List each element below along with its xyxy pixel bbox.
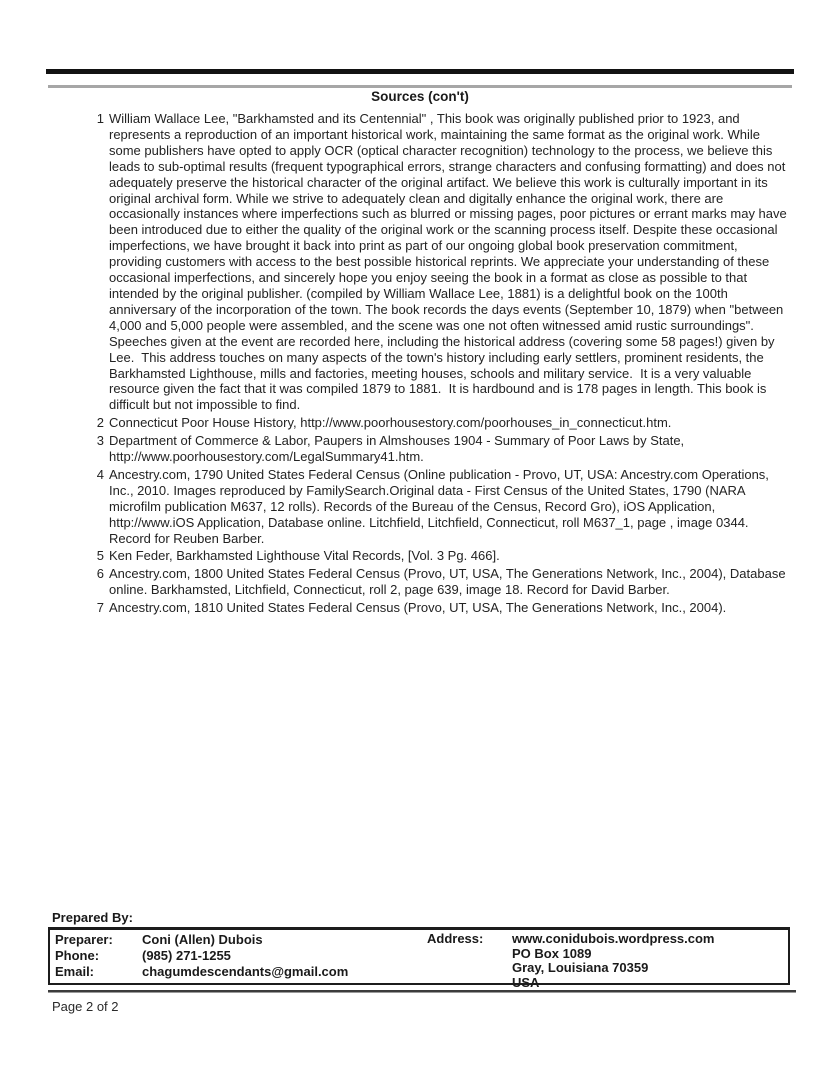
source-number: 1 — [96, 111, 104, 126]
phone-label: Phone: — [55, 948, 100, 963]
address-line: USA — [512, 974, 540, 990]
address-line: PO Box 1089 — [512, 945, 592, 961]
source-number: 7 — [96, 600, 104, 616]
phone-row — [55, 948, 348, 964]
address-block — [427, 932, 715, 990]
source-text: Department of Commerce & Labor, Paupers in Almshouses 1904 - Summary of Poor Laws by State, http://www.poorhousestory.com/LegalSummary41.htm. — [109, 433, 688, 465]
source-text: William Wallace Lee, "Barkhamsted and its Centennial" , This book was originally published prior to 1923, and represents a reproduction of an important historical work, maintaining the same format as the original work. While some publishers have opted to apply OCR (optical character recognition) technology to the process, we believe this leads to sub-optimal results (frequent typographical errors, strange characters and confusing formatting) and does not adequately preserve the historical character of the original artifact. We believe this work is culturally important in its original archival form. While we strive to adequately clean and digitally enhance the original work, there are occasionally instances where imperfections such as blurred or missing pages, poor pictures or errant marks may have been introduced due to either the quality of the original work or the scanning process itself. Despite these occasional imperfections, we have brought it back into print as part of our ongoing global book preservation commitment, providing customers with access to the best possible historical reprints. We appreciate your understanding of these occasional imperfections, and sincerely hope you enjoy seeing the book in a format as close as possible to that intended by the original publisher. (compiled by William Wallace Lee, 1881) is a delightful book on the 100th anniversary of the incorporation of the town. The book records the days events (September 10, 1879) when "between 4,000 and 5,000 people were assembled, and the scene was one not often witnessed amid rustic surroundings". Speeches given at the event are recorded here, including the historical address (covering some 58 pages!) given by Lee. This address touches on many aspects of the town's history including early settlers, prominent residents, the Barkhamsted Lighthouse, mills and factories, meeting houses, schools and military service. It is a very valuable resource given the fact that it was compiled 1879 to 1881. It is hardbound and is 178 pages in length. This book is difficult but not impossible to find. — [109, 111, 791, 413]
source-number: 4 — [96, 466, 104, 482]
source-item-6 — [94, 566, 794, 598]
source-item-1 — [94, 111, 794, 413]
source-text: Ken Feder, Barkhamsted Lighthouse Vital Records, [Vol. 3 Pg. 466]. — [109, 548, 500, 564]
source-text: Ancestry.com, 1790 United States Federal Census (Online publication - Provo, UT, USA: Ancestry.com Operations, Inc., 2010. Images reproduced by FamilySearch.Original data - First Census of the United States, 1790 (NARA microfilm publication M637, 12 rolls). Records of the Bureau of the Census, Record Gro), iOS Application, http://www.iOS Application, Database online. Litchfield, Litchfield, Connecticut, roll M637_1, page , image 0344. Record for Reuben Barber. — [109, 466, 773, 546]
source-item-3 — [94, 433, 794, 465]
footer-rule — [48, 990, 796, 993]
preparer-row — [55, 932, 348, 948]
header-rule-thin — [48, 85, 792, 88]
source-text: Connecticut Poor House History, http://www.poorhousestory.com/poorhouses_in_connecticut.htm. — [109, 415, 672, 431]
prepared-by-table — [48, 927, 790, 990]
source-number: 5 — [96, 548, 104, 564]
source-number: 2 — [96, 415, 104, 431]
page-number: Page 2 of 2 — [52, 999, 119, 1014]
source-item-7 — [94, 600, 794, 616]
source-item-4 — [94, 467, 794, 547]
source-item-5 — [94, 548, 794, 564]
address-lines — [512, 932, 715, 990]
source-number: 3 — [96, 433, 104, 449]
source-text: Ancestry.com, 1800 United States Federal Census (Provo, UT, USA, The Generations Network, Inc., 2004), Database online. Barkhamsted, Litchfield, Connecticut, roll 2, page 639, image 18. Record for David Barber. — [109, 566, 790, 598]
address-line: Gray, Louisiana 70359 — [512, 960, 649, 975]
email-row — [55, 964, 348, 980]
source-item-2 — [94, 415, 794, 431]
preparer-value: Coni (Allen) Dubois — [142, 932, 263, 947]
email-label: Email: — [55, 964, 95, 979]
page-title: Sources (con't) — [371, 89, 469, 104]
header-rule-thick — [46, 69, 794, 74]
address-label: Address: — [427, 931, 484, 946]
phone-value: (985) 271-1255 — [142, 948, 231, 963]
sources-list — [94, 111, 794, 616]
preparer-contact-block — [55, 932, 348, 980]
address-line: www.conidubois.wordpress.com — [512, 931, 715, 946]
source-number: 6 — [96, 566, 104, 582]
email-value: chagumdescendants@gmail.com — [142, 964, 349, 979]
preparer-label: Preparer: — [55, 932, 113, 947]
source-text: Ancestry.com, 1810 United States Federal Census (Provo, UT, USA, The Generations Network, Inc., 2004). — [109, 600, 727, 616]
prepared-by-label: Prepared By: — [52, 910, 133, 925]
